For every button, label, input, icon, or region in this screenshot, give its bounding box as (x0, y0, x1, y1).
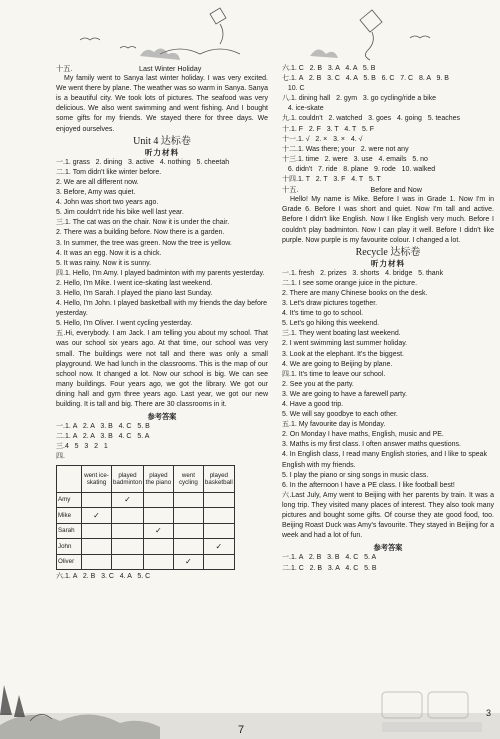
text-line: 5. Jim couldn't ride his bike well last year. (56, 209, 184, 217)
section-number: 十五. (282, 185, 299, 195)
text-line: 2. See you at the party. (282, 380, 354, 388)
table-cell (203, 523, 234, 539)
text-line: 一.1. fresh 2. prizes 3. shorts 4. bridge 5. thank (282, 269, 444, 277)
table-row (57, 554, 235, 570)
answers-title: 参考答案 (373, 543, 403, 553)
watermark-logo-icon (378, 686, 488, 736)
text-line: 三.4 5 3 2 1 (56, 443, 108, 451)
section-number: 十五. (56, 64, 73, 73)
table-row-name: Mike (57, 508, 82, 524)
answer-lines (282, 553, 494, 573)
recycle-title: Recycle 达标卷 (355, 246, 421, 258)
text-line: 3. Hello, I'm Sarah. I played the piano last Sunday. (56, 289, 213, 297)
essay-title: Before and Now (370, 185, 422, 195)
text-line: 十一.1. √ 2. × 3. × 4. √ (282, 135, 363, 143)
text-line: 4. It's time to go to school. (282, 310, 364, 318)
text-line: 4. John was short two years ago. (56, 199, 159, 207)
listening-title: 听力材料 (370, 258, 406, 268)
answer-line-six: 六.1. A 2. B 3. C 4. A 5. C (56, 573, 151, 581)
right-column (282, 64, 494, 574)
text-line: 一.1. A 2. B 3. B 4. C 5. A (282, 554, 377, 562)
table-cell (112, 554, 144, 570)
text-line: 3. Before, Amy was quiet. (56, 189, 136, 197)
text-line: 4. Hello, I'm John. I played basketball with my friends the day before yesterday. (56, 300, 270, 318)
text-line: 2. We are all different now. (56, 178, 139, 186)
table-row (57, 539, 235, 555)
text-line: 2. I went swimming last summer holiday. (282, 340, 408, 348)
table-cell: ✓ (143, 523, 173, 539)
text-line: 2. There are many Chinese books on the desk. (282, 289, 428, 297)
table-cell: ✓ (82, 508, 112, 524)
table-cell (82, 539, 112, 555)
answer-lines (56, 422, 268, 462)
text-line: 10. C (282, 85, 305, 93)
passage-six: 六.Last July, Amy went to Beijing with her parents by train. It was a long trip. They visited many places of interest. They also took many pictures and bought some gifts. Of course they ate good food, too. Beijing Roast Duck was Amy's favourite. They stayed in Beijing for a week and had a lot of fun. (282, 491, 494, 540)
table-row (57, 523, 235, 539)
table-cell (203, 492, 234, 508)
table-row-name: Sarah (57, 523, 82, 539)
table-cell (143, 508, 173, 524)
table-row-name: Amy (57, 492, 82, 508)
text-line: 五.1. My favourite day is Monday. (282, 421, 386, 429)
text-line: 二.1. Tom didn't like winter before. (56, 168, 162, 176)
text-line: 八.1. dining hall 2. gym 3. go cycling/ride a bike (282, 95, 437, 103)
text-line: 5. We will say goodbye to each other. (282, 411, 398, 419)
text-line: 七.1. A 2. B 3. C 4. A 5. B 6. C 7. C 8. A 9. B (282, 75, 449, 83)
text-line: 十三.1. time 2. were 3. use 4. emails 5. no (282, 155, 428, 163)
text-line: 3. Maths is my first class. I often answer maths questions. (282, 441, 461, 449)
answer-lines-top (282, 64, 494, 185)
table-cell (203, 508, 234, 524)
listening-title: 听力材料 (144, 147, 180, 157)
passage-five: 五.Hi, everybody. I am Jack. I am telling you about my school. That was our school six years ago. At that time, our school was very small. The buildings were not tall and there was only a small playground. We had lunch in the classrooms. This is the map of our school now. It changed a lot. Now our school is big. We can see many buildings. Four years ago, we got the library. We got our dining hall and gym three years ago. Last year, we got our new building. It is tall and big. There are 30 classrooms in it. (56, 330, 268, 408)
table-cell: ✓ (112, 492, 144, 508)
text-line: 3. Look at the elephant. It's the biggest. (282, 350, 404, 358)
text-line: 4. We are going to Beijing by plane. (282, 360, 393, 368)
text-line: 二.1. I see some orange juice in the picture. (282, 279, 418, 287)
essay-paragraph: Hello! My name is Mike. Before I was in Grade 1. Now I'm in Grade 6. Before I was short and quiet. Now I'm tall and active. Before I didn't like English. Now I like English very much. Before I couldn't play badminton. Now I can play it well. Before I didn't like purple. Now purple is my favourite colour. I changed a lot. (282, 196, 494, 244)
text-line: 一.1. A 2. A 3. B 4. C 5. B (56, 423, 150, 431)
text-line: 二.1. C 2. B 3. A 4. C 5. B (282, 564, 377, 572)
table-header-cell: went cycling (173, 465, 203, 492)
table-header-cell: went ice-skating (82, 465, 112, 492)
table-cell (82, 523, 112, 539)
unit-title: Unit 4 达标卷 (133, 135, 191, 147)
text-line: 四.1. It's time to leave our school. (282, 370, 386, 378)
story-paragraph: My family went to Sanya last winter holiday. I was very excited. We went there by plane. The weather was so warm in Sanya. Sanya is a beautiful city. We took lots of pictures. The seafood was very delicious. We also went swimming and went fishing. And I bought some gifts for my friends. We stayed there for three days. We enjoyed ourselves. (56, 75, 268, 133)
table-row-name: Oliver (57, 554, 82, 570)
text-line: 5. Let's go hiking this weekend. (282, 320, 380, 328)
text-line: 3. Let's draw pictures together. (282, 300, 378, 308)
text-line: 四. (56, 453, 65, 461)
text-line: 2. On Monday I have maths, English, music and PE. (282, 431, 444, 439)
table-row-name: John (57, 539, 82, 555)
text-line: 三.1. They went boating last weekend. (282, 330, 401, 338)
kite-bird-decoration-icon (60, 4, 460, 62)
text-line: 十.1. F 2. F 3. T 4. T 5. F (282, 125, 375, 133)
text-line: 6. In the afternoon I have a PE class. I like football best! (282, 481, 455, 489)
table-header-cell: played the piano (143, 465, 173, 492)
table-cell (82, 554, 112, 570)
answers-title: 参考答案 (147, 412, 177, 422)
text-line: 2. There was a building before. Now there is a garden. (56, 229, 225, 237)
text-line: 3. We are going to have a farewell party. (282, 390, 408, 398)
table-cell (203, 554, 234, 570)
table-cell: ✓ (173, 554, 203, 570)
story-title: Last Winter Holiday (139, 64, 202, 73)
text-line: 4. ice-skate (282, 105, 324, 113)
text-line: 三.1. The cat was on the chair. Now it is under the chair. (56, 219, 230, 227)
text-line: 5. It was rainy. Now it is sunny. (56, 259, 152, 267)
corner-number: 3 (486, 708, 492, 718)
table-cell (173, 508, 203, 524)
text-line: 九.1. couldn't 2. watched 3. goes 4. going 5. teaches (282, 115, 461, 123)
text-line: 6. didn't 7. ride 8. plane 9. rode 10. walked (282, 165, 436, 173)
table-cell: ✓ (203, 539, 234, 555)
activity-table (56, 465, 235, 571)
table-row (57, 492, 235, 508)
text-line: 3. In summer, the tree was green. Now the tree is yellow. (56, 239, 232, 247)
table-cell (173, 539, 203, 555)
listening-lines (282, 269, 494, 491)
table-header-cell: played badminton (112, 465, 144, 492)
text-line: 四.1. Hello, I'm Amy. I played badminton with my parents yesterday. (56, 269, 265, 277)
text-line: 5. Hello, I'm Oliver. I went cycling yesterday. (56, 320, 193, 328)
text-line: 4. It was an egg. Now it is a chick. (56, 249, 162, 257)
table-cell (112, 508, 144, 524)
table-header-cell (57, 465, 82, 492)
table-cell (143, 554, 173, 570)
text-line: 5. I play the piano or sing songs in music class. (282, 471, 429, 479)
table-cell (173, 523, 203, 539)
text-line: 十四.1. T 2. T 3. F 4. T 5. T (282, 176, 381, 184)
text-line: 十二.1. Was there; your 2. were not any (282, 145, 409, 153)
table-header-cell: played basketball (203, 465, 234, 492)
text-line: 一.1. grass 2. dining 3. active 4. nothing 5. cheetah (56, 158, 230, 166)
table-row (57, 508, 235, 524)
left-column (56, 64, 268, 582)
table-cell (112, 539, 144, 555)
text-line: 2. Hello, I'm Mike. I went ice-skating last weekend. (56, 279, 213, 287)
listening-lines (56, 158, 268, 330)
page-number: 7 (238, 724, 245, 736)
table-cell (82, 492, 112, 508)
text-line: 六.1. C 2. B 3. A 4. A 5. B (282, 65, 376, 72)
table-cell (143, 492, 173, 508)
table-cell (112, 523, 144, 539)
text-line: 二.1. A 2. A 3. B 4. C 5. A (56, 433, 150, 441)
text-line: 4. Have a good trip. (282, 401, 344, 408)
text-line: 4. In English class, I read many English stories, and I like to speak English with my friends. (282, 451, 490, 469)
table-cell (173, 492, 203, 508)
table-cell (143, 539, 173, 555)
